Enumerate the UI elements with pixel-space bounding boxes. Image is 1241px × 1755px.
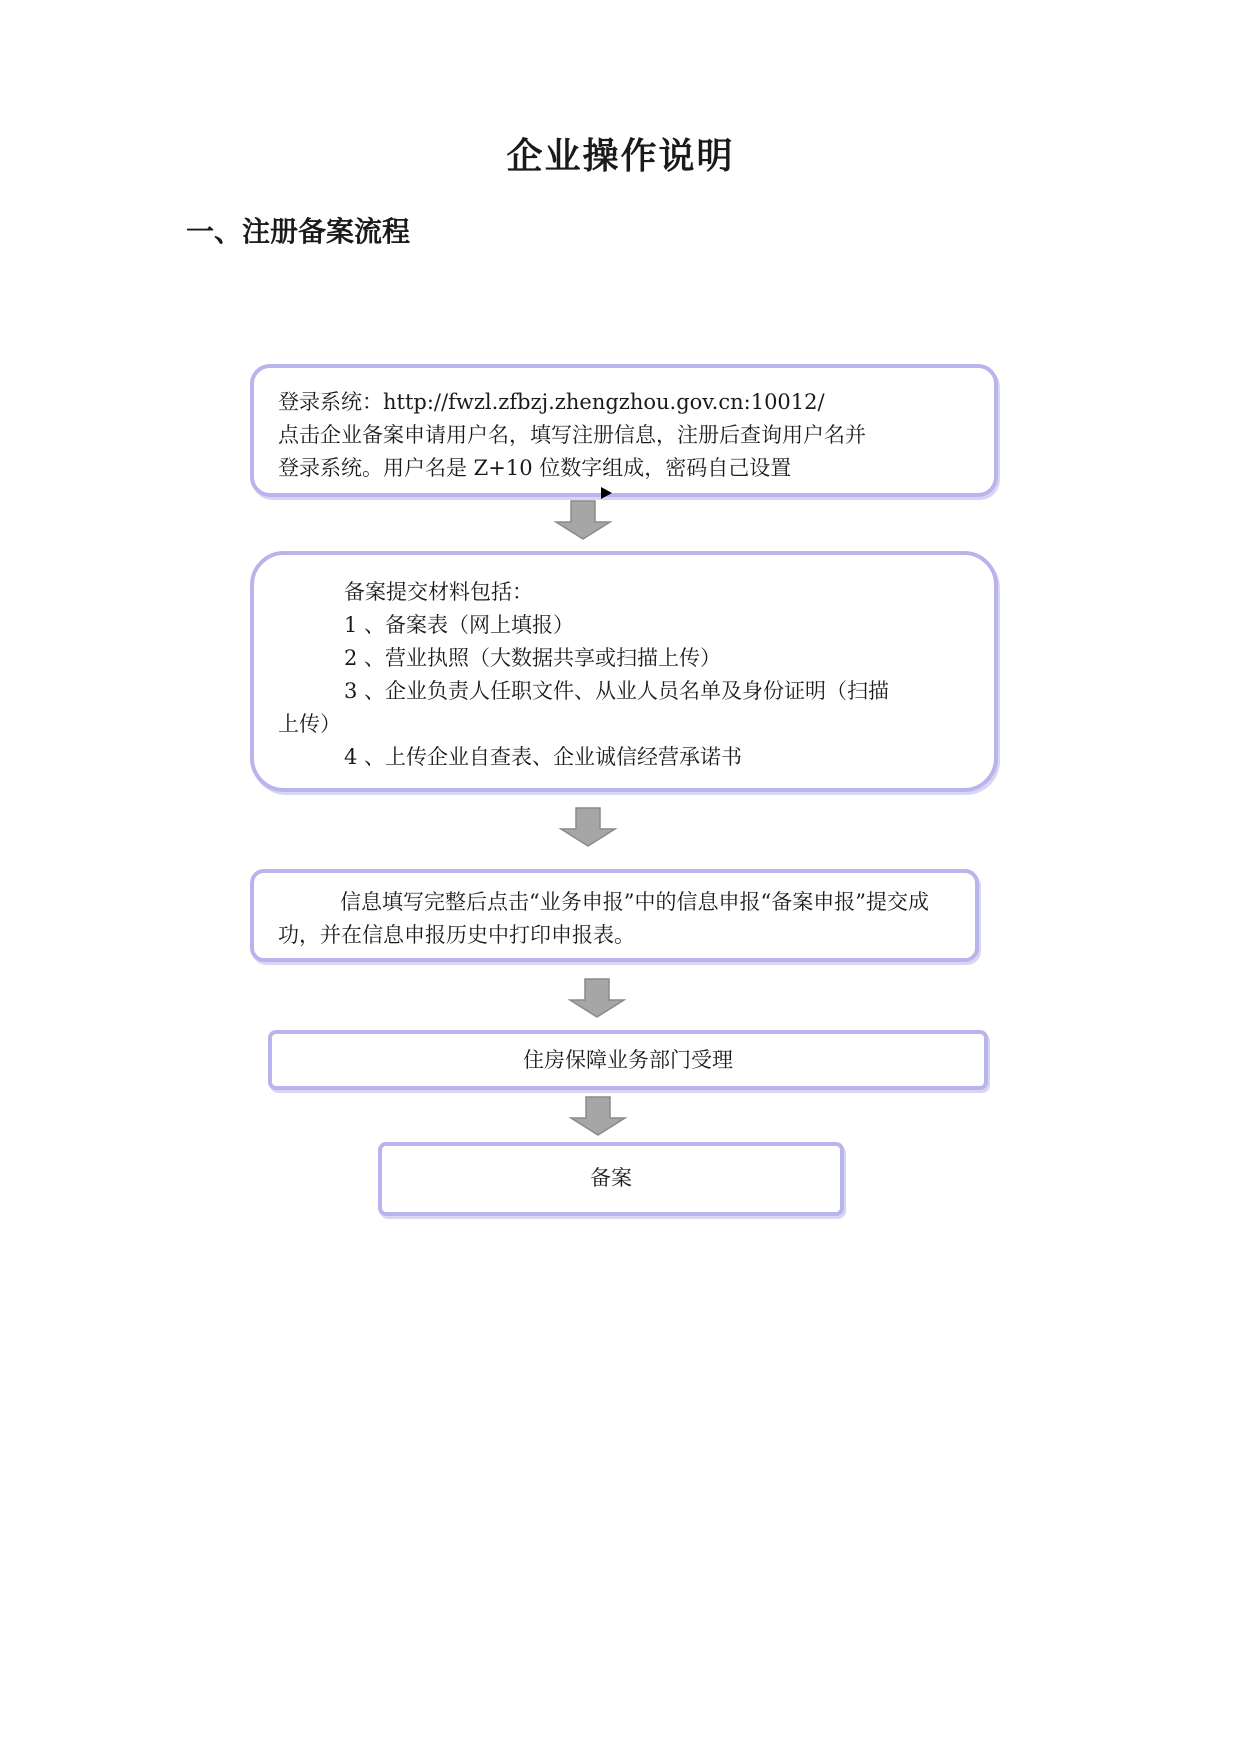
step1-line-2: 点击企业备案申请用户名，填写注册信息，注册后查询用户名并 [278, 423, 866, 447]
flow-step-materials [250, 551, 998, 792]
down-arrow-icon [568, 1096, 628, 1136]
step1-line-1: 登录系统：http://fwzl.zfbzj.zhengzhou.gov.cn:10012/ [278, 390, 825, 414]
down-arrow-icon [558, 807, 618, 847]
section-heading: 一、注册备案流程 [186, 215, 411, 248]
flow-step-accept [268, 1030, 988, 1090]
step5-text: 备案 [590, 1166, 632, 1190]
step4-text: 住房保障业务部门受理 [523, 1048, 733, 1072]
step2-item-4: 4 、上传企业自查表、企业诚信经营承诺书 [344, 745, 743, 769]
flow-step-submit [250, 869, 979, 962]
step2-item-1: 1 、备案表（网上填报） [344, 613, 575, 637]
down-arrow-icon [553, 500, 613, 540]
flow-step-filed [378, 1142, 844, 1216]
step3-text: 信息填写完整后点击“业务申报”中的信息申报“备案申报”提交成功，并在信息申报历史中打印申报表。 [278, 890, 929, 947]
step2-item-3: 3 、企业负责人任职文件、从业人员名单及身份证明（扫描 [344, 679, 890, 703]
step1-line-3: 登录系统。用户名是 Z+10 位数字组成，密码自己设置 [278, 456, 792, 480]
flow-step-login [250, 364, 998, 497]
step2-item-2: 2 、营业执照（大数据共享或扫描上传） [344, 646, 722, 670]
step2-item-3-wrap: 上传） [278, 712, 341, 736]
down-arrow-icon [567, 978, 627, 1018]
pointer-tick-icon [601, 487, 612, 499]
document-title: 企业操作说明 [506, 136, 735, 177]
step2-intro: 备案提交材料包括： [344, 580, 533, 604]
